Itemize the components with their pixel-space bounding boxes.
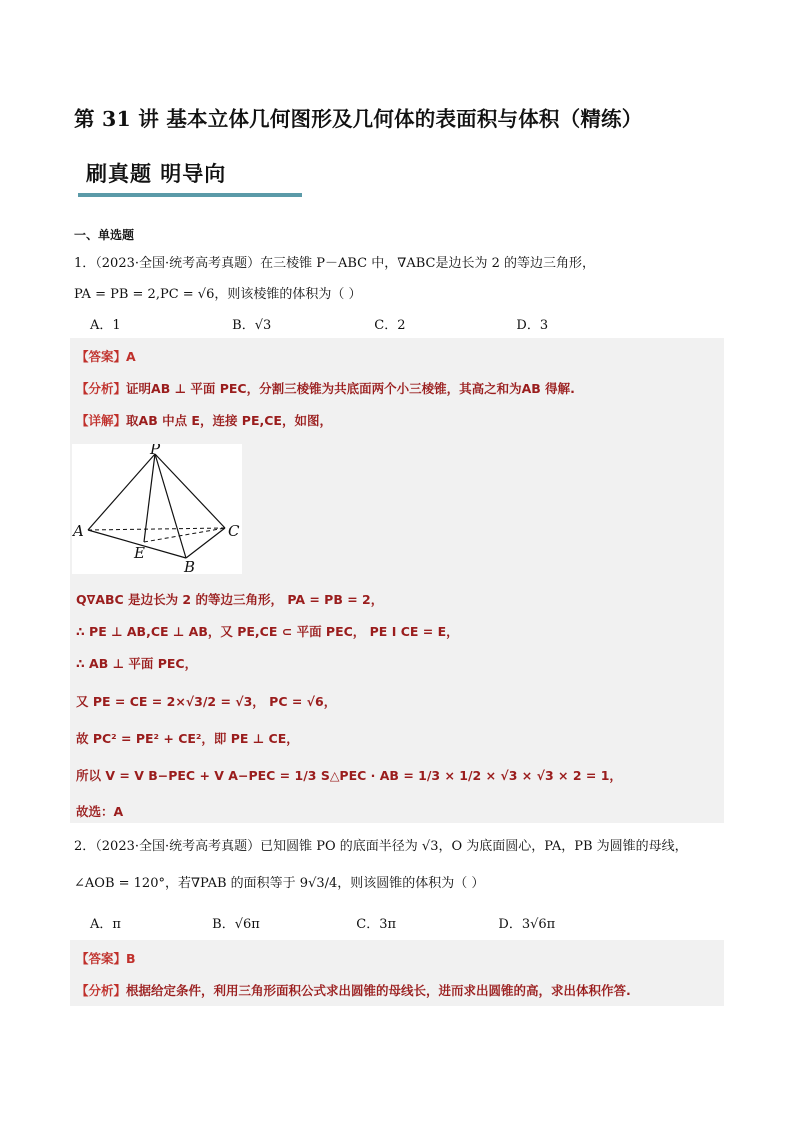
q1-step-4: 又 PE = CE = 2×√3/2 = √3， PC = √6， [76, 694, 337, 709]
label-e: E [134, 544, 145, 562]
q1-step-1: Q∇ABC 是边长为 2 的等边三角形， PA = PB = 2， [76, 592, 384, 607]
q1-step-3: ∴ AB ⊥ 平面 PEC， [76, 656, 198, 671]
q1-answer-value: A [126, 349, 136, 364]
q1-stem-line2: PA = PB = 2,PC = √6，则该棱锥的体积为（ ） [74, 287, 362, 302]
q2-answer: 【答案】B [76, 951, 136, 966]
q2-option-b[interactable]: B．√6π [212, 917, 260, 932]
q2-answer-value: B [126, 951, 136, 966]
q1-answer: 【答案】A [76, 349, 136, 364]
q1-option-a[interactable]: A．1 [90, 318, 121, 333]
q1-step-6: 所以 V = V B−PEC + V A−PEC = 1/3 S△PEC · AB = 1/3 × 1/2 × √3 × √3 × 2 = 1， [76, 768, 622, 783]
q1-step-5: 故 PC² = PE² + CE²，即 PE ⊥ CE， [76, 731, 299, 746]
part-title: 一、单选题 [74, 228, 135, 242]
q2-option-d[interactable]: D．3√6π [498, 917, 556, 932]
q2-stem-line1: 2．（2023·全国·统考高考真题）已知圆锥 PO 的底面半径为 √3，O 为底面圆心，PA，PB 为圆锥的母线， [74, 839, 688, 854]
label-b: B [184, 558, 196, 574]
q1-conclusion: 故选：A [76, 804, 124, 819]
q1-option-c[interactable]: C．2 [374, 318, 406, 333]
pyramid-figure [72, 444, 242, 574]
q1-analysis: 【分析】证明AB ⊥ 平面 PEC，分割三棱锥为共底面两个小三棱锥，其高之和为AB 得解. [76, 381, 575, 396]
q1-option-b[interactable]: B．√3 [232, 318, 272, 333]
q1-stem-line1: 1．（2023·全国·统考高考真题）在三棱锥 P－ABC 中，∇ABC是边长为 2 的等边三角形， [74, 256, 596, 271]
section-header: 刷真题 明导向 [86, 162, 227, 186]
q2-option-c[interactable]: C．3π [356, 917, 397, 932]
q1-options [90, 314, 548, 333]
label-p: P [150, 444, 161, 458]
q1-detail: 【详解】取AB 中点 E，连接 PE,CE，如图， [76, 413, 332, 428]
section-underline [78, 193, 302, 197]
q2-options [90, 913, 555, 932]
label-c: C [228, 522, 240, 540]
page-title: 第 31 讲 基本立体几何图形及几何体的表面积与体积（精练） [74, 107, 643, 131]
q1-step-2: ∴ PE ⊥ AB,CE ⊥ AB，又 PE,CE ⊂ 平面 PEC， PE I CE = E， [76, 624, 459, 639]
pyramid-diagram [72, 444, 242, 574]
q1-option-d[interactable]: D．3 [516, 318, 549, 333]
q2-analysis: 【分析】根据给定条件，利用三角形面积公式求出圆锥的母线长，进而求出圆锥的高，求出体积作答. [76, 983, 631, 998]
q2-option-a[interactable]: A．π [90, 917, 121, 932]
q2-stem-line2: ∠AOB = 120°，若∇PAB 的面积等于 9√3/4，则该圆锥的体积为（ ） [74, 876, 485, 891]
label-a: A [73, 522, 84, 540]
